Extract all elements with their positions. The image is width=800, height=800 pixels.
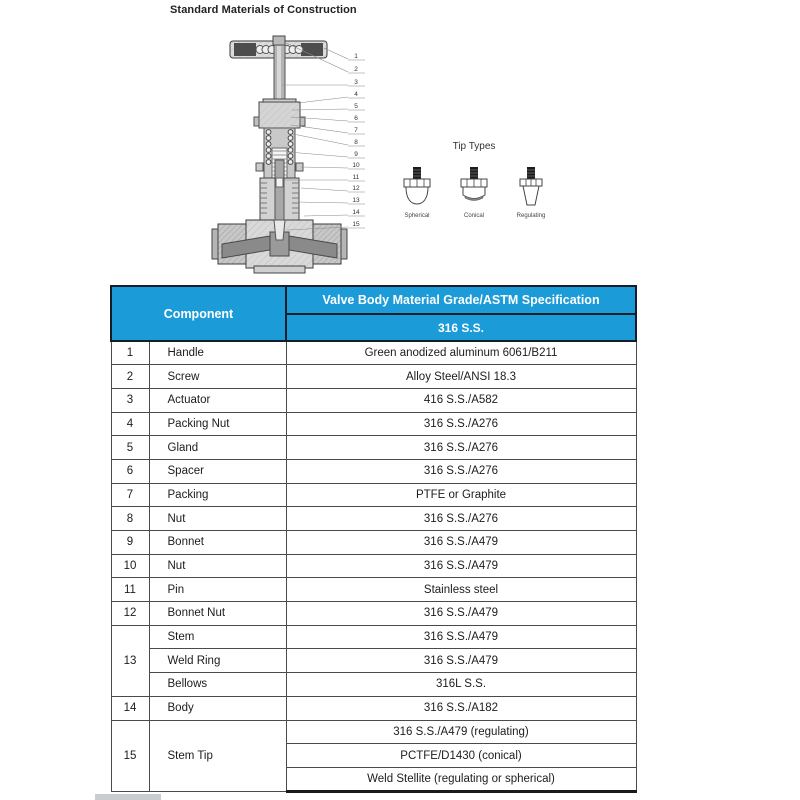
- row-number: 3: [111, 388, 149, 412]
- table-row-group13: [111, 673, 636, 697]
- callout-10: 10: [352, 162, 360, 169]
- component-cell: Bonnet Nut: [149, 602, 286, 626]
- component-cell: Actuator: [149, 388, 286, 412]
- component-cell: Screw: [149, 365, 286, 389]
- callout-4: 4: [354, 91, 358, 98]
- component-cell: Spacer: [149, 459, 286, 483]
- nut-part: [256, 163, 263, 171]
- spec-header-subtitle: 316 S.S.: [286, 314, 636, 341]
- row-number: 13: [111, 625, 149, 696]
- tip-types-title: Tip Types: [452, 141, 496, 152]
- table-row: [111, 341, 636, 365]
- tip-conical: [450, 166, 498, 219]
- spec-cell: 316 S.S./A276: [286, 459, 636, 483]
- spec-cell: PCTFE/D1430 (conical): [286, 744, 636, 768]
- row-number: 5: [111, 436, 149, 460]
- conical-tip-icon: [456, 166, 492, 208]
- tip-spherical: [393, 166, 441, 219]
- row-number: 1: [111, 341, 149, 365]
- component-cell: Handle: [149, 341, 286, 365]
- table-row: [111, 388, 636, 412]
- stem-tip-part: [274, 220, 285, 240]
- callout-6: 6: [354, 115, 358, 122]
- row-number: 9: [111, 531, 149, 555]
- component-cell: Gland: [149, 436, 286, 460]
- component-cell: Nut: [149, 507, 286, 531]
- row-number: 8: [111, 507, 149, 531]
- component-cell: Bonnet: [149, 531, 286, 555]
- regulating-tip-icon: [513, 166, 549, 208]
- valve-cross-section-diagram: [188, 30, 378, 278]
- table-row: [111, 531, 636, 555]
- table-row: [111, 578, 636, 602]
- packing-nut-part: [254, 99, 305, 128]
- callout-5: 5: [354, 103, 358, 110]
- component-cell: Pin: [149, 578, 286, 602]
- spec-cell: 316L S.S.: [286, 673, 636, 697]
- callout-8: 8: [354, 139, 358, 146]
- callout-9: 9: [354, 151, 358, 158]
- callout-12: 12: [352, 185, 360, 192]
- spec-cell: Stainless steel: [286, 578, 636, 602]
- spec-cell: Green anodized aluminum 6061/B211: [286, 341, 636, 365]
- row-number: 7: [111, 483, 149, 507]
- spec-cell: 316 S.S./A479: [286, 602, 636, 626]
- callout-2: 2: [354, 66, 358, 73]
- spec-cell: 316 S.S./A479: [286, 625, 636, 649]
- tip-types-section: [393, 141, 555, 219]
- tip-regulating: [507, 166, 555, 219]
- callout-13: 13: [352, 197, 360, 204]
- table-header-row: [111, 286, 636, 314]
- table-row: [111, 412, 636, 436]
- table-row: [111, 459, 636, 483]
- callout-15: 15: [352, 221, 360, 228]
- spec-cell: 316 S.S./A479: [286, 531, 636, 555]
- tip-label-regulating: Regulating: [516, 213, 546, 219]
- spec-cell: 316 S.S./A276: [286, 412, 636, 436]
- callout-11: 11: [352, 174, 360, 181]
- row-number: 2: [111, 365, 149, 389]
- component-cell: Packing: [149, 483, 286, 507]
- row-number: 4: [111, 412, 149, 436]
- callout-3: 3: [354, 79, 358, 86]
- table-row-group13: [111, 625, 636, 649]
- row-number: 14: [111, 696, 149, 720]
- spec-header-title: Valve Body Material Grade/ASTM Specification: [286, 286, 636, 314]
- spec-cell: 416 S.S./A582: [286, 388, 636, 412]
- tip-label-conical: Conical: [463, 213, 484, 219]
- spec-cell: 316 S.S./A182: [286, 696, 636, 720]
- spec-cell: PTFE or Graphite: [286, 483, 636, 507]
- spec-cell: 316 S.S./A479: [286, 649, 636, 673]
- table-row: [111, 365, 636, 389]
- spec-cell: Weld Stellite (regulating or spherical): [286, 767, 636, 791]
- materials-table: [110, 285, 637, 793]
- component-cell: Stem Tip: [149, 720, 286, 791]
- page-title: Standard Materials of Construction: [170, 4, 357, 16]
- component-header: Component: [111, 286, 286, 341]
- table-row: [111, 436, 636, 460]
- component-cell: Body: [149, 696, 286, 720]
- table-row: [111, 602, 636, 626]
- spec-cell: 316 S.S./A479: [286, 554, 636, 578]
- partial-element-bottom: [95, 794, 161, 800]
- component-cell: Packing Nut: [149, 412, 286, 436]
- component-cell: Weld Ring: [149, 649, 286, 673]
- spec-cell: 316 S.S./A479 (regulating): [286, 720, 636, 744]
- table-row-group15: [111, 720, 636, 744]
- callout-1: 1: [354, 53, 358, 60]
- spec-cell: Alloy Steel/ANSI 18.3: [286, 365, 636, 389]
- callout-numbers: [352, 53, 360, 228]
- callout-14: 14: [352, 209, 360, 216]
- row-number: 15: [111, 720, 149, 791]
- screw-part: [273, 36, 285, 45]
- component-cell: Stem: [149, 625, 286, 649]
- spherical-tip-icon: [399, 166, 435, 208]
- table-row-group13: [111, 649, 636, 673]
- table-row: [111, 554, 636, 578]
- table-row: [111, 696, 636, 720]
- table-row: [111, 507, 636, 531]
- row-number: 6: [111, 459, 149, 483]
- tip-label-spherical: Spherical: [404, 213, 430, 219]
- row-number: 10: [111, 554, 149, 578]
- component-cell: Nut: [149, 554, 286, 578]
- callout-7: 7: [354, 127, 358, 134]
- spec-cell: 316 S.S./A276: [286, 436, 636, 460]
- pin-part: [276, 178, 283, 187]
- component-cell: Bellows: [149, 673, 286, 697]
- table-row: [111, 483, 636, 507]
- row-number: 11: [111, 578, 149, 602]
- row-number: 12: [111, 602, 149, 626]
- spec-cell: 316 S.S./A276: [286, 507, 636, 531]
